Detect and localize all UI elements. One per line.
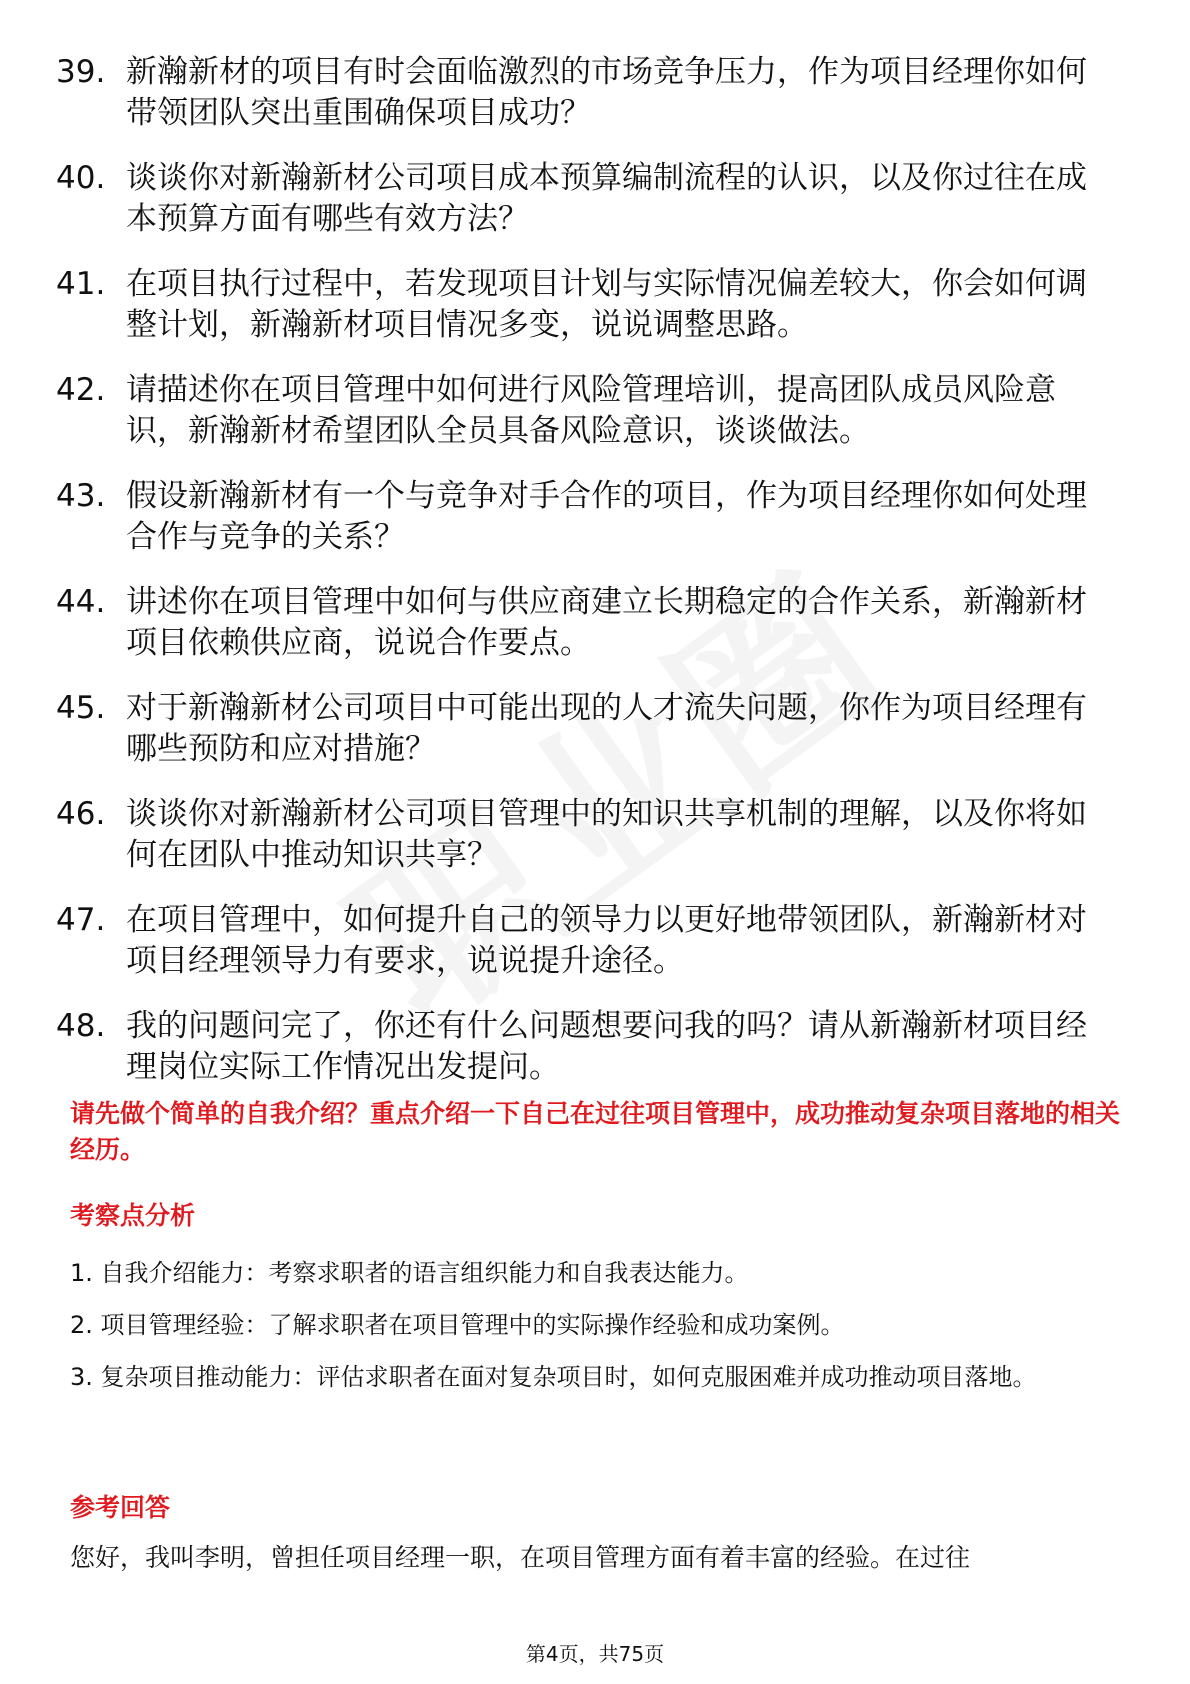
question-item — [56, 158, 1116, 240]
question-text: 在项目管理中，如何提升自己的领导力以更好地带领团队，新瀚新材对项目经理领导力有要求，说说提升途径。 — [126, 902, 1087, 979]
question-item — [56, 370, 1116, 452]
analysis-point: 3. 复杂项目推动能力：评估求职者在面对复杂项目时，如何克服困难并成功推动项目落地。 — [70, 1363, 1037, 1391]
question-item — [56, 688, 1116, 770]
question-number: 45. — [56, 690, 106, 726]
answer-text: 您好，我叫李明，曾担任项目经理一职，在项目管理方面有着丰富的经验。在过往 — [70, 1543, 971, 1572]
answer-heading: 参考回答 — [70, 1493, 171, 1522]
question-item — [56, 52, 1116, 134]
question-item — [56, 476, 1116, 558]
question-list — [56, 52, 1116, 1112]
question-text: 我的问题问完了，你还有什么问题想要问我的吗？请从新瀚新材项目经理岗位实际工作情况出发提问。 — [126, 1008, 1087, 1085]
question-text: 在项目执行过程中，若发现项目计划与实际情况偏差较大，你会如何调整计划，新瀚新材项目情况多变，说说调整思路。 — [126, 266, 1087, 343]
intro-question: 请先做个简单的自我介绍？重点介绍一下自己在过往项目管理中，成功推动复杂项目落地的相关经历。 — [70, 1099, 1121, 1164]
question-text: 请描述你在项目管理中如何进行风险管理培训，提高团队成员风险意识，新瀚新材希望团队全员具备风险意识，谈谈做法。 — [126, 372, 1056, 449]
analysis-list — [70, 1247, 1120, 1403]
analysis-heading: 考察点分析 — [70, 1201, 196, 1230]
question-number: 48. — [56, 1008, 106, 1044]
question-number: 40. — [56, 160, 106, 196]
analysis-point: 2. 项目管理经验：了解求职者在项目管理中的实际操作经验和成功案例。 — [70, 1311, 845, 1339]
question-number: 47. — [56, 902, 106, 938]
question-number: 44. — [56, 584, 106, 620]
question-text: 谈谈你对新瀚新材公司项目成本预算编制流程的认识，以及你过往在成本预算方面有哪些有效方法？ — [126, 160, 1087, 237]
question-number: 39. — [56, 54, 106, 90]
question-item — [56, 794, 1116, 876]
question-item — [56, 900, 1116, 982]
question-number: 41. — [56, 266, 106, 302]
question-number: 43. — [56, 478, 106, 514]
question-text: 新瀚新材的项目有时会面临激烈的市场竞争压力，作为项目经理你如何带领团队突出重围确保项目成功？ — [126, 54, 1087, 131]
question-text: 谈谈你对新瀚新材公司项目管理中的知识共享机制的理解，以及你将如何在团队中推动知识共享？ — [126, 796, 1087, 873]
question-item — [56, 582, 1116, 664]
question-number: 42. — [56, 372, 106, 408]
question-item — [56, 1006, 1116, 1088]
question-text: 讲述你在项目管理中如何与供应商建立长期稳定的合作关系，新瀚新材项目依赖供应商，说说合作要点。 — [126, 584, 1087, 661]
question-number: 46. — [56, 796, 106, 832]
analysis-point: 1. 自我介绍能力：考察求职者的语言组织能力和自我表达能力。 — [70, 1259, 749, 1287]
page-footer: 第4页，共75页 — [525, 1642, 665, 1666]
question-text: 对于新瀚新材公司项目中可能出现的人才流失问题，你作为项目经理有哪些预防和应对措施？ — [126, 690, 1087, 767]
question-text: 假设新瀚新材有一个与竞争对手合作的项目，作为项目经理你如何处理合作与竞争的关系？ — [126, 478, 1087, 555]
question-item — [56, 264, 1116, 346]
